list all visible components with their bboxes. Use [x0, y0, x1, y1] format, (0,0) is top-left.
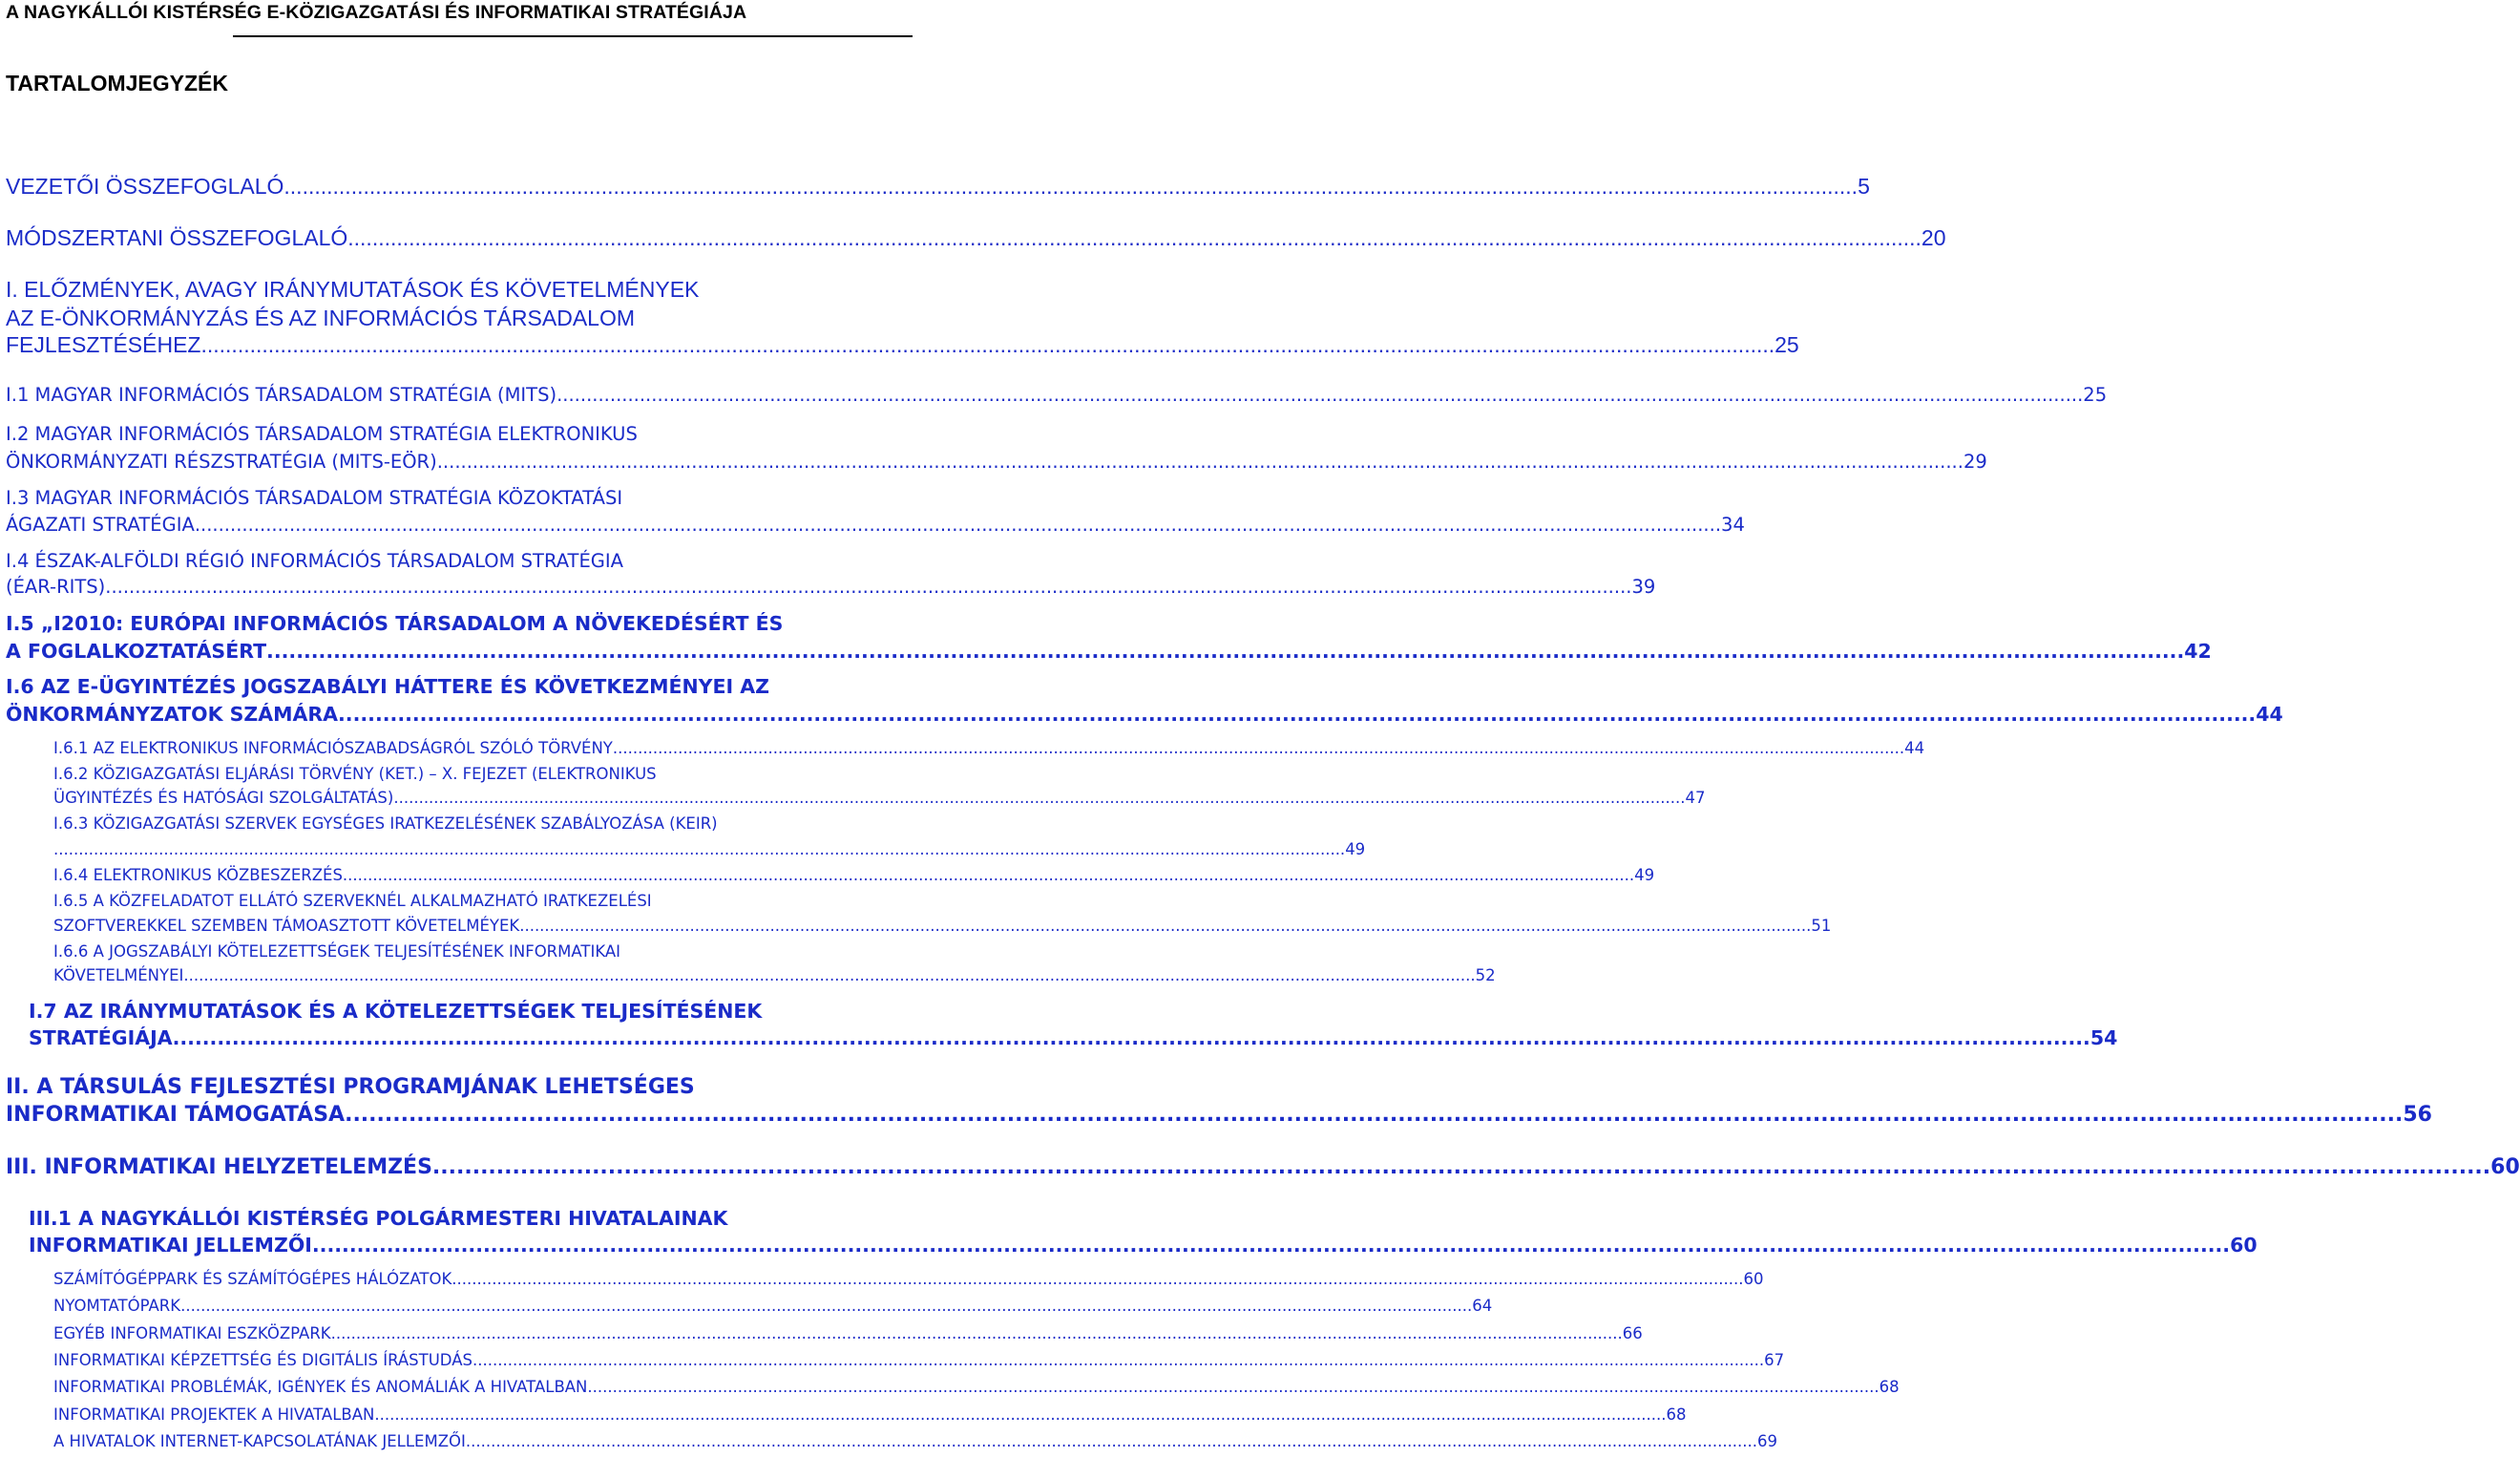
toc-entry-line: [29, 1026, 2118, 1049]
toc-page-number: 69: [1757, 1432, 1778, 1450]
toc-entry-line: [53, 1432, 1778, 1450]
toc-entry-title: I.6.1 AZ ELEKTRONIKUS INFORMÁCIÓSZABADSÁGRÓL SZÓLÓ TÖRVÉNY: [53, 739, 613, 757]
toc-dot-leader: ..................................................................................................................................................................................................................................................................: [105, 576, 1632, 598]
toc-page-number: 66: [1622, 1324, 1643, 1342]
toc-dot-leader: ..................................................................................................................................................................................................................................................................: [284, 174, 1858, 199]
toc-entry-title: FEJLESZTÉSÉHEZ: [6, 332, 201, 357]
toc-entry-title: EGYÉB INFORMATIKAI ESZKÖZPARK: [53, 1324, 331, 1342]
toc-entry-title: INFORMATIKAI PROBLÉMÁK, IGÉNYEK ÉS ANOMÁLIÁK A HIVATALBAN: [53, 1378, 588, 1396]
toc-page-number: 29: [1963, 451, 1987, 473]
toc-entry-line: [6, 640, 2212, 663]
toc-entry-line: [53, 1378, 1900, 1396]
toc-entry-line: [53, 917, 1832, 935]
toc-entry-line: [6, 225, 1946, 251]
document-title: A NAGYKÁLLÓI KISTÉRSÉG E-KÖZIGAZGATÁSI ÉS INFORMATIKAI STRATÉGIÁJA: [6, 2, 747, 23]
toc-page-number: 20: [1921, 225, 1946, 250]
toc-entry-title: INFORMATIKAI PROJEKTEK A HIVATALBAN: [53, 1405, 375, 1424]
toc-page-number: 67: [1764, 1351, 1785, 1369]
toc-dot-leader: ..................................................................................................................................................................................................................................................................: [172, 1026, 2090, 1049]
toc-page-number: 25: [1774, 332, 1799, 357]
toc-entry-line: [53, 1405, 1687, 1424]
toc-entry-title: KÖVETELMÉNYEI: [53, 966, 184, 984]
toc-page-number: 49: [1634, 866, 1655, 884]
toc-dot-leader: ..................................................................................................................................................................................................................................................................: [436, 451, 1964, 473]
toc-page-number: 34: [1721, 514, 1745, 536]
toc-page-number: 64: [1472, 1297, 1493, 1315]
toc-page-number: 39: [1631, 576, 1656, 598]
toc-entry-title: NYOMTATÓPARK: [53, 1297, 181, 1315]
toc-entry-title: (ÉAR-RITS): [6, 576, 106, 598]
toc-entry-title: I.1 MAGYAR INFORMÁCIÓS TÁRSADALOM STRATÉGIA (MITS): [6, 384, 557, 406]
toc-entry-line: [29, 1234, 2258, 1257]
toc-page-number: 42: [2184, 640, 2212, 663]
toc-entry-line: [6, 703, 2283, 726]
toc-entry-title-line: AZ E-ÖNKORMÁNYZÁS ÉS AZ INFORMÁCIÓS TÁRSADALOM: [6, 306, 636, 330]
toc-dot-leader: ..................................................................................................................................................................................................................................................................: [53, 840, 1346, 858]
toc-dot-leader: ..................................................................................................................................................................................................................................................................: [587, 1378, 1880, 1396]
toc-dot-leader: ..................................................................................................................................................................................................................................................................: [452, 1270, 1744, 1288]
toc-entry-title: INFORMATIKAI TÁMOGATÁSA: [6, 1103, 346, 1127]
toc-entry-title: MÓDSZERTANI ÖSSZEFOGLALÓ: [6, 225, 348, 250]
toc-page-number: 52: [1475, 966, 1496, 984]
toc-entry-title-line: I.6.3 KÖZIGAZGATÁSI SZERVEK EGYSÉGES IRATKEZELÉSÉNEK SZABÁLYOZÁSA (KEIR): [53, 814, 718, 833]
toc-entry-title: INFORMATIKAI JELLEMZŐI: [29, 1234, 312, 1257]
toc-entry-title: ÖNKORMÁNYZATI RÉSZSTRATÉGIA (MITS-EÖR): [6, 451, 437, 473]
toc-entry-title-line: I.3 MAGYAR INFORMÁCIÓS TÁRSADALOM STRATÉGIA KÖZOKTATÁSI: [6, 487, 623, 509]
toc-entry-title: SZOFTVEREKKEL SZEMBEN TÁMOASZTOTT KÖVETELMÉYEK: [53, 917, 520, 935]
toc-entry-title-line: I.5 „I2010: EURÓPAI INFORMÁCIÓS TÁRSADALOM A NÖVEKEDÉSÉRT ÉS: [6, 612, 784, 635]
toc-dot-leader: ..................................................................................................................................................................................................................................................................: [200, 332, 1775, 357]
toc-entry-line: [53, 966, 1496, 984]
toc-entry-title: ÁGAZATI STRATÉGIA: [6, 514, 195, 536]
toc-dot-leader: ..................................................................................................................................................................................................................................................................: [311, 1234, 2231, 1257]
toc-dot-leader: ..................................................................................................................................................................................................................................................................: [519, 917, 1812, 935]
toc-page-number: 68: [1666, 1405, 1687, 1424]
header-rule: [233, 35, 913, 37]
toc-dot-leader: ..................................................................................................................................................................................................................................................................: [330, 1324, 1623, 1342]
toc-page-number: 47: [1685, 789, 1706, 807]
toc-entry-line: [53, 739, 1925, 757]
toc-dot-leader: ..................................................................................................................................................................................................................................................................: [183, 966, 1476, 984]
toc-entry-title: STRATÉGIÁJA: [29, 1026, 173, 1049]
toc-page-number: 68: [1879, 1378, 1900, 1396]
toc-dot-leader: ..................................................................................................................................................................................................................................................................: [266, 640, 2185, 663]
toc-page-number: 60: [2490, 1155, 2520, 1179]
toc-entry-title: A HIVATALOK INTERNET-KAPCSOLATÁNAK JELLEMZŐI: [53, 1432, 466, 1450]
toc-entry-title: III. INFORMATIKAI HELYZETELEMZÉS: [6, 1155, 432, 1179]
toc-page-number: 44: [2256, 703, 2283, 726]
toc-entry-line: [53, 1324, 1643, 1342]
toc-entry-title-line: I.6.5 A KÖZFELADATOT ELLÁTÓ SZERVEKNÉL ALKALMAZHATÓ IRATKEZELÉSI: [53, 892, 652, 910]
toc-entry-title-line: I. ELŐZMÉNYEK, AVAGY IRÁNYMUTATÁSOK ÉS KÖVETELMÉNYEK: [6, 277, 700, 302]
toc-dot-leader: ..................................................................................................................................................................................................................................................................: [342, 866, 1635, 884]
toc-dot-leader: ..................................................................................................................................................................................................................................................................: [347, 225, 1922, 250]
toc-entry-line: [6, 174, 1870, 200]
toc-entry-title-line: III.1 A NAGYKÁLLÓI KISTÉRSÉG POLGÁRMESTERI HIVATALAINAK: [29, 1207, 728, 1230]
toc-entry-line: [6, 576, 1656, 598]
toc-page-number: 51: [1811, 917, 1832, 935]
toc-entry-title-line: I.4 ÉSZAK-ALFÖLDI RÉGIÓ INFORMÁCIÓS TÁRSADALOM STRATÉGIA: [6, 550, 623, 572]
toc-entry-title: INFORMATIKAI KÉPZETTSÉG ÉS DIGITÁLIS ÍRÁSTUDÁS: [53, 1351, 472, 1369]
toc-entry-line: [6, 1103, 2432, 1127]
toc-dot-leader: ..................................................................................................................................................................................................................................................................: [556, 384, 2084, 406]
toc-dot-leader: ..................................................................................................................................................................................................................................................................: [338, 703, 2257, 726]
toc-entry-line: [6, 451, 1987, 473]
toc-entry-title-line: II. A TÁRSULÁS FEJLESZTÉSI PROGRAMJÁNAK LEHETSÉGES: [6, 1075, 695, 1099]
toc-page-number: 44: [1904, 739, 1925, 757]
toc-dot-leader: ..................................................................................................................................................................................................................................................................: [465, 1432, 1758, 1450]
toc-page-number: 25: [2083, 384, 2108, 406]
toc-entry-line: [6, 332, 1799, 358]
toc-entry-line: [53, 789, 1706, 807]
toc-dot-leader: ..................................................................................................................................................................................................................................................................: [374, 1405, 1667, 1424]
toc-dot-leader: ..................................................................................................................................................................................................................................................................: [431, 1155, 2491, 1179]
toc-entry-title: SZÁMÍTÓGÉPPARK ÉS SZÁMÍTÓGÉPES HÁLÓZATOK: [53, 1270, 452, 1288]
toc-entry-line: [53, 1297, 1493, 1315]
toc-page-number: 54: [2090, 1026, 2118, 1049]
toc-dot-leader: ..................................................................................................................................................................................................................................................................: [194, 514, 1722, 536]
toc-entry-title: I.6.4 ELEKTRONIKUS KÖZBESZERZÉS: [53, 866, 343, 884]
toc-page-number: 49: [1345, 840, 1366, 858]
toc-dot-leader: ..................................................................................................................................................................................................................................................................: [180, 1297, 1473, 1315]
toc-entry-title: ÖNKORMÁNYZATOK SZÁMÁRA: [6, 703, 339, 726]
toc-entry-title-line: I.7 AZ IRÁNYMUTATÁSOK ÉS A KÖTELEZETTSÉGEK TELJESÍTÉSÉNEK: [29, 1000, 763, 1023]
toc-heading: TARTALOMJEGYZÉK: [6, 71, 228, 95]
toc-page-number: 5: [1858, 174, 1870, 199]
toc-dot-leader: ..................................................................................................................................................................................................................................................................: [393, 789, 1686, 807]
toc-dot-leader: ..................................................................................................................................................................................................................................................................: [345, 1103, 2404, 1127]
toc-entry-line: [53, 1270, 1764, 1288]
toc-entry-title-line: I.6.2 KÖZIGAZGATÁSI ELJÁRÁSI TÖRVÉNY (KET.) – X. FEJEZET (ELEKTRONIKUS: [53, 765, 657, 783]
toc-entry-title: A FOGLALKOZTATÁSÉRT: [6, 640, 267, 663]
toc-entry-line: [53, 1351, 1785, 1369]
toc-entry-title-line: I.6 AZ E-ÜGYINTÉZÉS JOGSZABÁLYI HÁTTERE ÉS KÖVETKEZMÉNYEI AZ: [6, 675, 770, 698]
toc-dot-leader: ..................................................................................................................................................................................................................................................................: [612, 739, 1905, 757]
toc-entry-title-line: I.6.6 A JOGSZABÁLYI KÖTELEZETTSÉGEK TELJESÍTÉSÉNEK INFORMATIKAI: [53, 942, 621, 961]
toc-dot-leader: ..................................................................................................................................................................................................................................................................: [472, 1351, 1765, 1369]
toc-entry-line: [6, 384, 2108, 406]
toc-entry-title: ÜGYINTÉZÉS ÉS HATÓSÁGI SZOLGÁLTATÁS): [53, 789, 394, 807]
toc-page-number: 60: [2230, 1234, 2258, 1257]
toc-entry-title-line: I.2 MAGYAR INFORMÁCIÓS TÁRSADALOM STRATÉGIA ELEKTRONIKUS: [6, 423, 638, 445]
toc-page-number: 60: [1743, 1270, 1764, 1288]
toc-entry-line: [6, 514, 1745, 536]
toc-entry-line: [53, 840, 1366, 858]
toc-entry-line: [6, 1155, 2520, 1179]
toc-entry-line: [53, 866, 1655, 884]
toc-entry-title: VEZETŐI ÖSSZEFOGLALÓ: [6, 174, 284, 199]
toc-page-number: 56: [2403, 1103, 2432, 1127]
